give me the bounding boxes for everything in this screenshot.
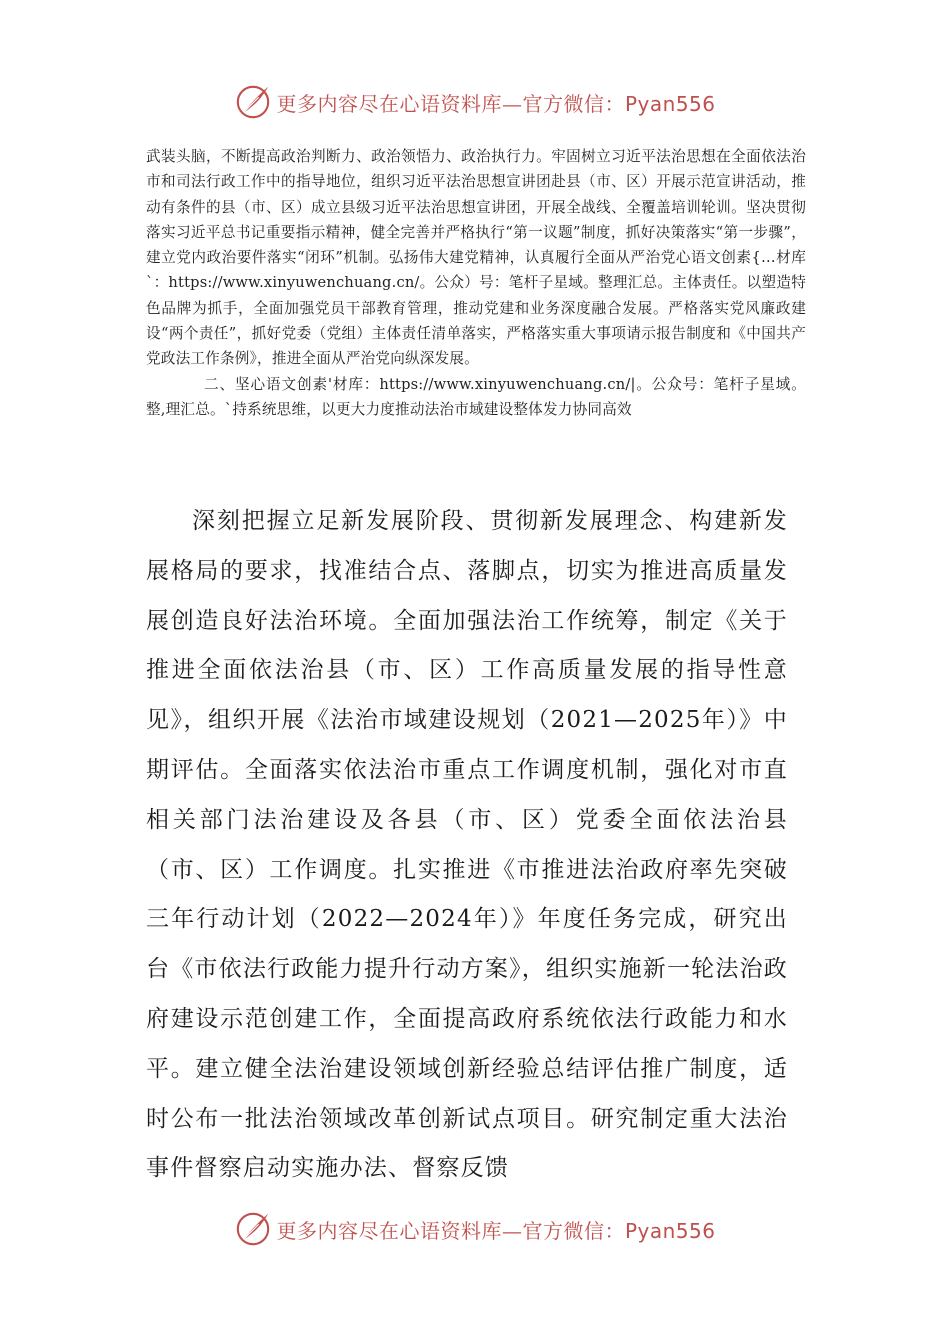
quill-logo-icon bbox=[234, 83, 272, 121]
main-paragraph: 深刻把握立足新发展阶段、贯彻新发展理念、构建新发展格局的要求，找准结合点、落脚点，切实为推进高质量发展创造良好法治环境。全面加强法治工作统筹，制定《关于推进全面依法治县（市、区）工作高质量发展的指导性意见》，组织开展《法治市域建设规划（2021—2025年）》中期评估。全面落实依法治市重点工作调度机制，强化对市直相关部门法治建设及各县（市、区）党委全面依法治县（市、区）工作调度。扎实推进《市推进法治政府率先突破三年行动计划（2022—2024年）》年度任务完成，研究出台《市依法行政能力提升行动方案》，组织实施新一轮法治政府建设示范创建工作，全面提高政府系统依法行政能力和水平。建立健全法治建设领域创新经验总结评估推广制度，适时公布一批法治领域改革创新试点项目。研究制定重大法治事件督察启动实施办法、督察反馈 bbox=[146, 508, 788, 1182]
footer-banner-text: 更多内容尽在心语资料库—官方微信：Pyan556 bbox=[276, 1218, 716, 1243]
quill-logo-icon bbox=[234, 1210, 272, 1248]
small-paragraph-1: 武装头脑，不断提高政治判断力、政治领悟力、政治执行力。牢固树立习近平法治思想在全面依法治市和司法行政工作中的指导地位，组织习近平法治思想宣讲团赴县（市、区）开展示范宣讲活动，推动有条件的县（市、区）成立县级习近平法治思想宣讲团，开展全战线、全覆盖培训轮训。坚决贯彻落实习近平总书记重要指示精神，健全完善并严格执行“第一议题”制度，抓好决策落实“第一步骤”，建立党内政治要件落实“闭环”机制。弘扬伟大建党精神，认真履行全面从严治党心语文创素{…材库`：https://www.xinyuwenchuang.cn/。公众）号：笔杆子星域。整理汇总。主体责任。以塑造特色品牌为抓手，全面加强党员干部教育管理，推动党建和业务深度融合发展。严格落实党风廉政建设“两个责任”，抓好党委（党组）主体责任清单落实，严格落实重大事项请示报告制度和《中国共产党政法工作条例》，推进全面从严治党向纵深发展。 bbox=[146, 148, 806, 368]
section-heading-2: 二、坚心语文创素'材库：https://www.xinyuwenchuang.cn/|。公众号：笔杆子星域。整,理汇总。`持系统思维，以更大力度推动法治市域建设整体发力协同高效 bbox=[146, 375, 806, 418]
small-text-section bbox=[146, 144, 806, 422]
header-banner-text: 更多内容尽在心语资料库—官方微信：Pyan556 bbox=[276, 91, 716, 116]
header-banner bbox=[0, 82, 950, 122]
footer-banner bbox=[0, 1209, 950, 1249]
main-text-section bbox=[146, 497, 788, 1194]
header-wechat-id: Pyan556 bbox=[624, 91, 716, 116]
footer-wechat-id: Pyan556 bbox=[624, 1218, 716, 1243]
